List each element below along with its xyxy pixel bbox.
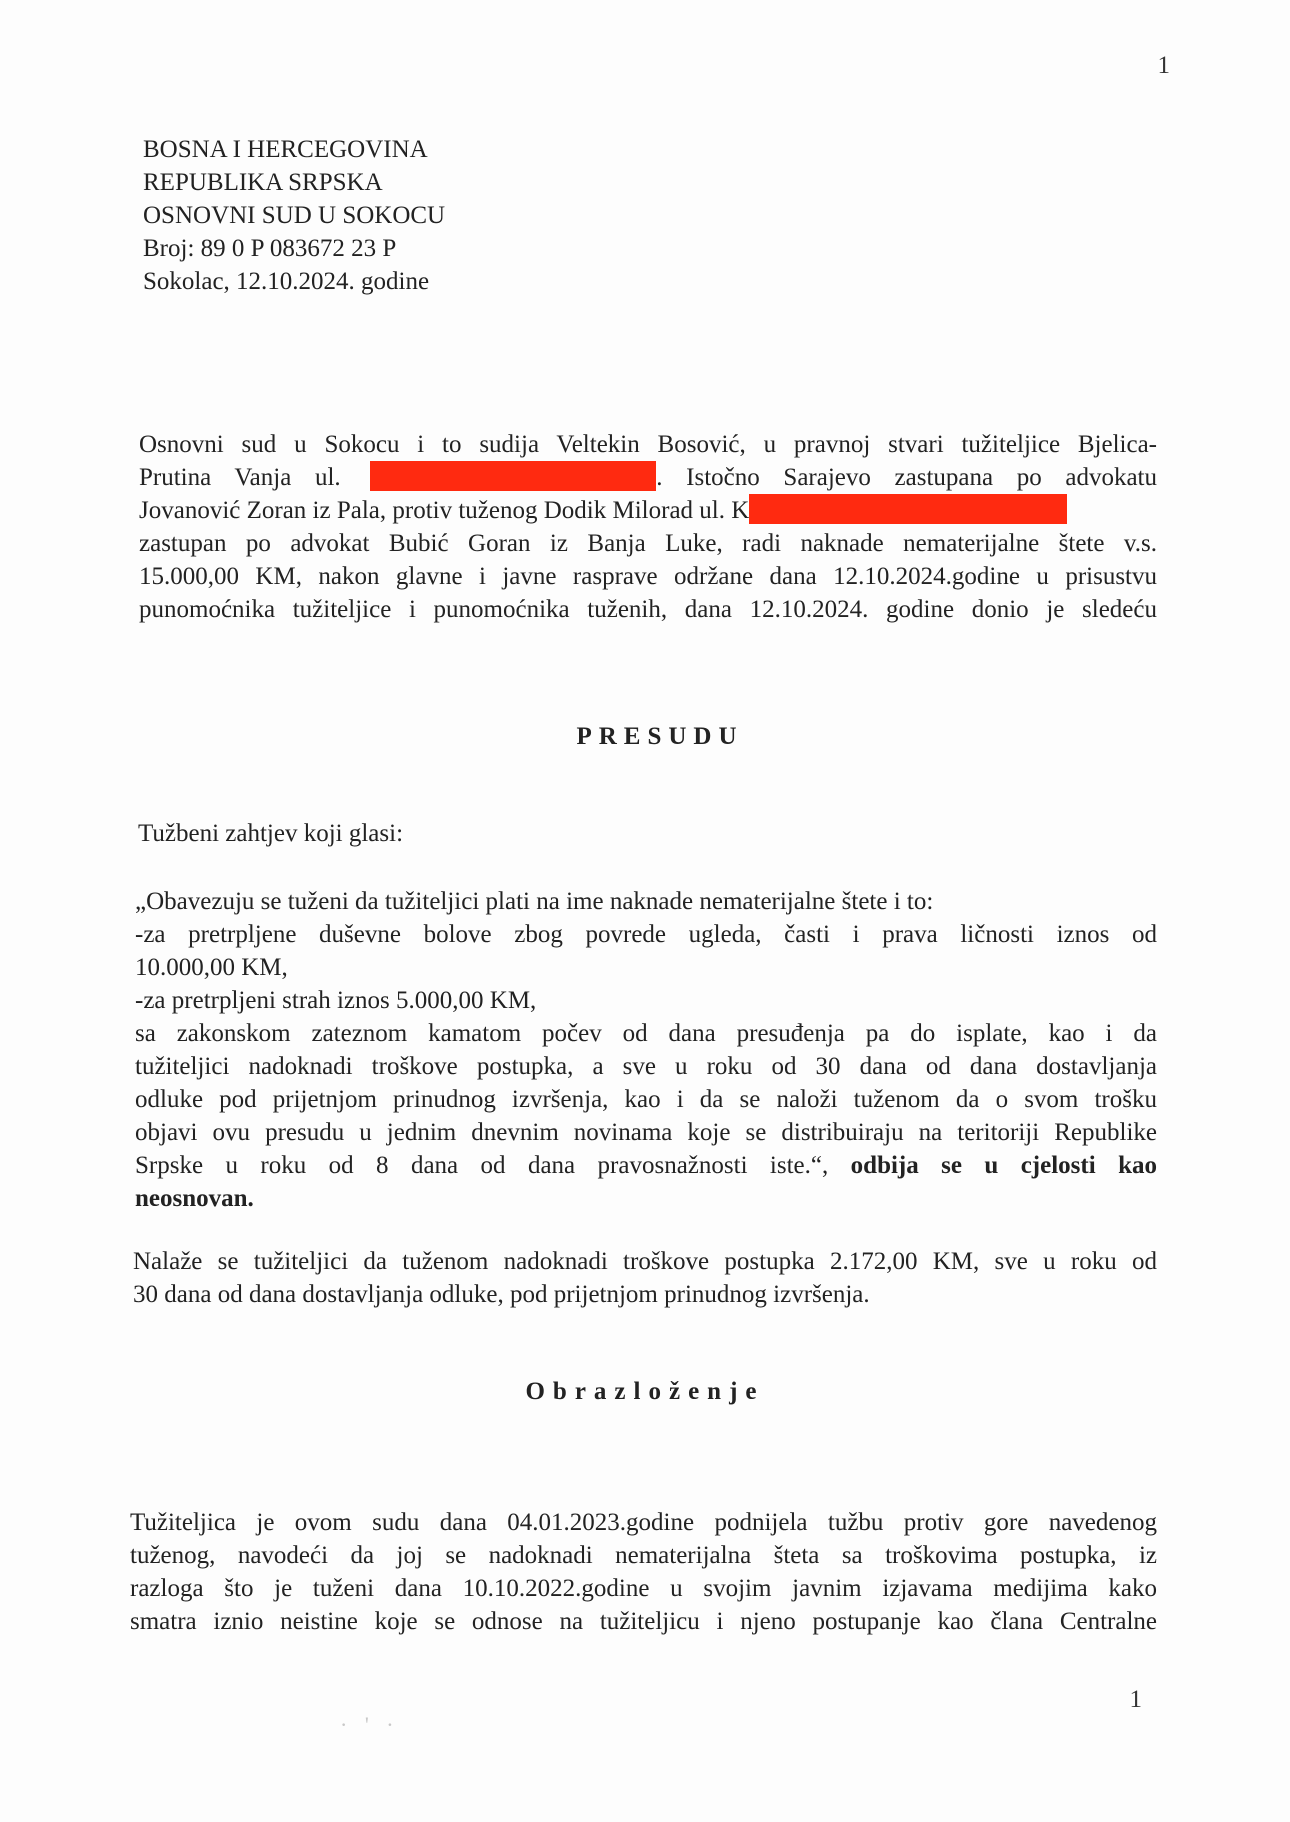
intro-text: . Istočno Sarajevo zastupana po advokatu	[656, 464, 1157, 491]
header-country: BOSNA I HERCEGOVINA	[143, 136, 428, 163]
reasoning-line: razloga što je tuženi dana 10.10.2022.godine u svojim javnim izjavama medijima kako	[130, 1575, 1157, 1602]
header-date: Sokolac, 12.10.2024. godine	[143, 268, 430, 295]
claim-line: -za pretrpljeni strah iznos 5.000,00 KM,	[135, 987, 537, 1014]
reasoning-paragraph	[130, 1506, 1157, 1638]
header-entity: REPUBLIKA SRPSKA	[143, 169, 383, 196]
claim-text: Srpske u roku od 8 dana od dana pravosnažnosti iste.“,	[135, 1152, 829, 1179]
claim-line: -za pretrpljene duševne bolove zbog povrede ugleda, časti i prava ličnosti iznos od	[135, 921, 1157, 948]
intro-line	[139, 461, 1157, 494]
intro-line: punomoćnika tužiteljice i punomoćnika tuženih, dana 12.10.2024. godine donio je sledeću	[139, 596, 1157, 623]
claim-line: 10.000,00 KM,	[135, 954, 288, 981]
claim-dismissal: odbija se u cjelosti kao	[850, 1152, 1157, 1179]
intro-text: Jovanović Zoran iz Pala, protiv tuženog Dodik Milorad ul. K	[139, 497, 750, 524]
intro-line: zastupan po advokat Bubić Goran iz Banja Luke, radi naknade nematerijalne štete v.s.	[139, 530, 1157, 557]
claim-line: „Obavezuju se tuženi da tužiteljici plati na ime naknade nematerijalne štete i to:	[135, 888, 934, 915]
claim-line	[135, 1149, 1157, 1182]
claim-line: tužiteljici nadoknadi troškove postupka, a sve u roku od 30 dana od dana dostavljanja	[135, 1053, 1157, 1080]
header-court: OSNOVNI SUD U SOKOCU	[143, 202, 446, 229]
page-number-top: 1	[1157, 52, 1170, 79]
costs-line: 30 dana od dana dostavljanja odluke, pod prijetnjom prinudnog izvršenja.	[133, 1281, 870, 1308]
reasoning-line: tuženog, navodeći da joj se nadoknadi nematerijalna šteta sa troškovima postupka, iz	[130, 1542, 1157, 1569]
scan-artifact: · ' ·	[340, 1712, 400, 1737]
claim-label: Tužbeni zahtjev koji glasi:	[138, 820, 404, 847]
intro-line: 15.000,00 KM, nakon glavne i javne rasprave održane dana 12.10.2024.godine u prisustvu	[139, 563, 1157, 590]
redaction-box-address-1	[370, 461, 656, 491]
intro-text: Prutina Vanja ul.	[139, 464, 341, 491]
claim-line: sa zakonskom zateznom kamatom počev od dana presuđenja pa do isplate, kao i da	[135, 1020, 1157, 1047]
header-case-number: Broj: 89 0 P 083672 23 P	[143, 235, 397, 262]
claim-line: odluke pod prijetnjom prinudnog izvršenja, kao i da se naloži tuženom da o svom trošku	[135, 1086, 1157, 1113]
claim-line: neosnovan.	[135, 1185, 254, 1212]
claim-paragraph	[135, 885, 1157, 1215]
intro-line: Osnovni sud u Sokocu i to sudija Veltekin Bosović, u pravnoj stvari tužiteljice Bjelica-	[139, 431, 1157, 458]
intro-paragraph	[139, 428, 1157, 626]
page-number-bottom: 1	[1129, 1686, 1142, 1713]
claim-line: objavi ovu presudu u jednim dnevnim novinama koje se distribuiraju na teritoriji Republike	[135, 1119, 1157, 1146]
intro-line	[139, 494, 1157, 527]
verdict-title: PRESUDU	[576, 723, 744, 750]
reasoning-title: Obrazloženje	[525, 1378, 765, 1405]
reasoning-line: smatra iznio neistine koje se odnose na tužiteljicu i njeno postupanje kao člana Centralne	[130, 1608, 1157, 1635]
reasoning-line: Tužiteljica je ovom sudu dana 04.01.2023.godine podnijela tužbu protiv gore navedenog	[130, 1509, 1157, 1536]
redaction-box-address-2	[749, 494, 1067, 524]
costs-paragraph	[133, 1245, 1157, 1311]
court-header	[143, 133, 445, 298]
costs-line: Nalaže se tužiteljici da tuženom nadoknadi troškove postupka 2.172,00 KM, sve u roku od	[133, 1248, 1157, 1275]
